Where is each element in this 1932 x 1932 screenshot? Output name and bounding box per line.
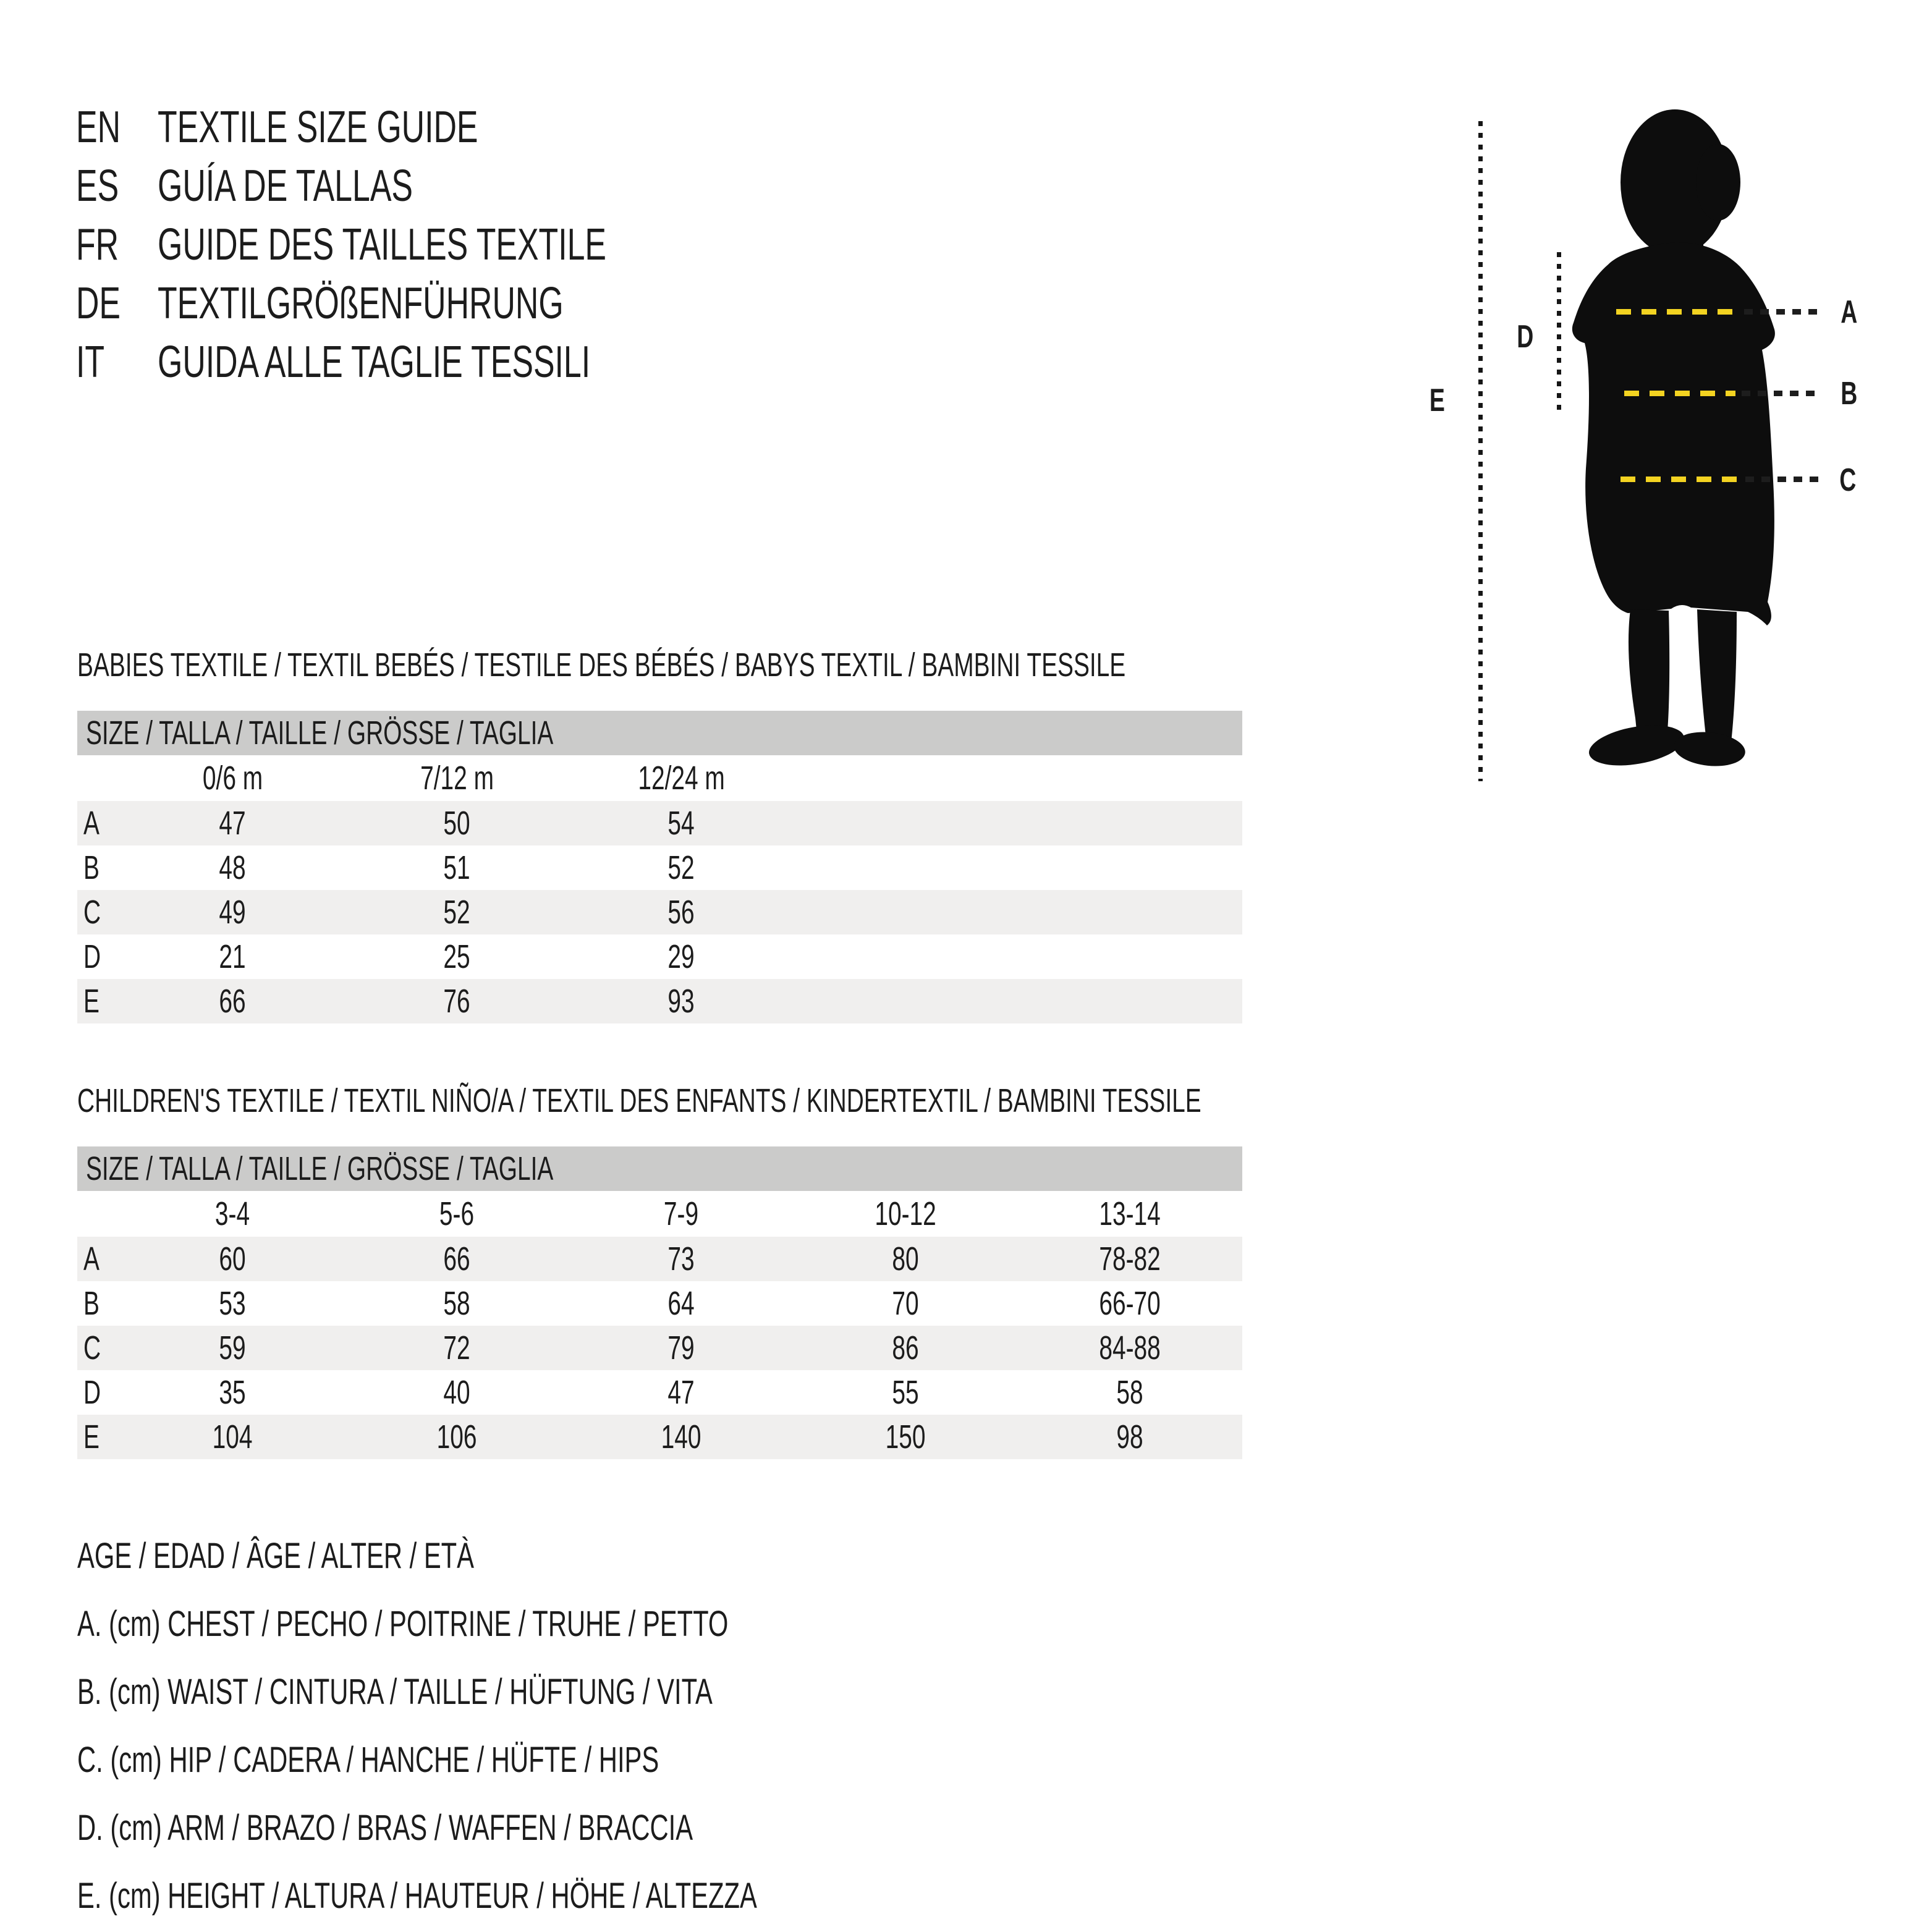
table-value: 60 [219, 1240, 247, 1277]
table-row [77, 1281, 1242, 1326]
silhouette-left-leg [1629, 609, 1669, 745]
chest-measure-dash-dark [1744, 309, 1820, 315]
row-label: A [83, 805, 100, 842]
table-value: 50 [443, 805, 471, 842]
measure-label-e: E [1429, 383, 1445, 418]
measure-label-b: B [1841, 376, 1858, 412]
children-column-header-row [77, 1191, 1242, 1237]
child-silhouette [1551, 99, 1799, 779]
table-value: 98 [1116, 1418, 1144, 1455]
silhouette-torso [1572, 242, 1775, 625]
waist-measure-dash-dark [1742, 391, 1820, 396]
measure-label-d: D [1517, 319, 1534, 355]
table-row [77, 1326, 1242, 1370]
silhouette-left-shoe [1586, 719, 1687, 772]
table-value: 78-82 [1099, 1240, 1161, 1277]
table-value: 54 [667, 805, 695, 842]
silhouette-right-shoe [1672, 729, 1747, 769]
table-value: 104 [213, 1418, 253, 1455]
table-value: 48 [219, 849, 247, 886]
language-code: EN [76, 102, 121, 152]
table-value: 58 [443, 1285, 471, 1322]
table-value: 150 [886, 1418, 926, 1455]
language-title: GUIDA ALLE TAGLIE TESSILI [158, 337, 591, 387]
legend-line-waist: B. (cm) WAIST / CINTURA / TAILLE / HÜFTUNG / VITA [77, 1671, 713, 1712]
table-value: 84-88 [1099, 1329, 1161, 1366]
language-row-de [76, 274, 781, 333]
table-value: 86 [892, 1329, 920, 1366]
babies-size-table [77, 711, 1242, 1023]
arm-measure-line-d [1557, 252, 1561, 410]
babies-section-heading: BABIES TEXTILE / TEXTIL BEBÉS / TESTILE DES BÉBÉS / BABYS TEXTIL / BAMBINI TESSILE [77, 646, 1126, 684]
table-value: 66 [443, 1240, 471, 1277]
table-value: 29 [667, 938, 695, 975]
children-size-table [77, 1146, 1242, 1459]
row-label: B [83, 849, 100, 886]
row-label: B [83, 1285, 100, 1322]
language-row-es [76, 156, 781, 215]
column-header: 3-4 [215, 1195, 250, 1232]
table-value: 53 [219, 1285, 247, 1322]
legend-line-chest: A. (cm) CHEST / PECHO / POITRINE / TRUHE / PETTO [77, 1603, 729, 1644]
column-header: 0/6 m [202, 760, 263, 797]
table-row [77, 979, 1242, 1023]
measure-label-a: A [1841, 294, 1858, 330]
table-value: 76 [443, 983, 471, 1020]
table-value: 140 [661, 1418, 701, 1455]
table-row [77, 1415, 1242, 1459]
table-value: 66-70 [1099, 1285, 1161, 1322]
table-value: 58 [1116, 1374, 1144, 1411]
language-code: DE [76, 278, 121, 328]
table-row [77, 1237, 1242, 1281]
language-title: GUÍA DE TALLAS [158, 161, 413, 211]
hip-measure-dash-yellow [1621, 477, 1742, 482]
table-value: 93 [667, 983, 695, 1020]
column-header: 12/24 m [638, 760, 725, 797]
legend-line-hip: C. (cm) HIP / CADERA / HANCHE / HÜFTE / HIPS [77, 1739, 659, 1780]
language-code: ES [76, 161, 119, 211]
table-value: 47 [667, 1374, 695, 1411]
row-label: E [83, 983, 100, 1020]
language-row-fr [76, 215, 781, 274]
table-value: 55 [892, 1374, 920, 1411]
table-value: 59 [219, 1329, 247, 1366]
legend-line-age: AGE / EDAD / ÂGE / ALTER / ETÀ [77, 1535, 475, 1576]
table-value: 49 [219, 894, 247, 931]
table-value: 66 [219, 983, 247, 1020]
table-row [77, 890, 1242, 934]
table-value: 64 [667, 1285, 695, 1322]
table-value: 79 [667, 1329, 695, 1366]
language-row-it [76, 333, 781, 391]
legend-line-height: E. (cm) HEIGHT / ALTURA / HAUTEUR / HÖHE / ALTEZZA [77, 1875, 757, 1916]
language-title: TEXTILGRÖßENFÜHRUNG [158, 278, 564, 328]
silhouette-hair [1696, 144, 1740, 221]
table-value: 56 [667, 894, 695, 931]
children-size-header-bar: SIZE / TALLA / TAILLE / GRÖSSE / TAGLIA [77, 1146, 1242, 1191]
column-header: 10-12 [875, 1195, 937, 1232]
language-title: GUIDE DES TAILLES TEXTILE [158, 219, 607, 269]
table-value: 70 [892, 1285, 920, 1322]
measurement-legend [77, 1522, 1022, 1930]
chest-measure-dash-yellow [1616, 309, 1741, 315]
table-value: 51 [443, 849, 471, 886]
language-title: TEXTILE SIZE GUIDE [158, 102, 478, 152]
table-value: 72 [443, 1329, 471, 1366]
silhouette-right-leg [1697, 609, 1737, 748]
table-value: 35 [219, 1374, 247, 1411]
table-row [77, 1370, 1242, 1415]
table-value: 106 [437, 1418, 477, 1455]
table-value: 80 [892, 1240, 920, 1277]
row-label: A [83, 1240, 100, 1277]
table-value: 52 [443, 894, 471, 931]
language-row-en [76, 98, 781, 156]
table-value: 25 [443, 938, 471, 975]
column-header: 7/12 m [420, 760, 494, 797]
table-value: 47 [219, 805, 247, 842]
table-row [77, 801, 1242, 845]
row-label: E [83, 1418, 100, 1455]
language-code: IT [76, 337, 105, 387]
language-code: FR [76, 219, 119, 269]
column-header: 5-6 [439, 1195, 475, 1232]
table-value: 52 [667, 849, 695, 886]
table-row [77, 934, 1242, 979]
column-header: 13-14 [1099, 1195, 1161, 1232]
babies-column-header-row [77, 755, 1242, 801]
row-label: C [83, 894, 101, 931]
table-value: 21 [219, 938, 247, 975]
measure-label-c: C [1839, 462, 1857, 498]
table-value: 40 [443, 1374, 471, 1411]
language-title-block [76, 98, 781, 391]
table-row [77, 845, 1242, 890]
children-section-heading: CHILDREN'S TEXTILE / TEXTIL NIÑO/A / TEXTIL DES ENFANTS / KINDERTEXTIL / BAMBINI TESSILE [77, 1082, 1201, 1119]
row-label: D [83, 938, 101, 975]
column-header: 7-9 [664, 1195, 699, 1232]
legend-line-arm: D. (cm) ARM / BRAZO / BRAS / WAFFEN / BRACCIA [77, 1807, 693, 1848]
waist-measure-dash-yellow [1624, 391, 1735, 396]
table-value: 73 [667, 1240, 695, 1277]
height-measure-line-e [1478, 121, 1483, 781]
hip-measure-dash-dark [1745, 477, 1820, 482]
row-label: C [83, 1329, 101, 1366]
babies-size-header-bar: SIZE / TALLA / TAILLE / GRÖSSE / TAGLIA [77, 711, 1242, 755]
row-label: D [83, 1374, 101, 1411]
